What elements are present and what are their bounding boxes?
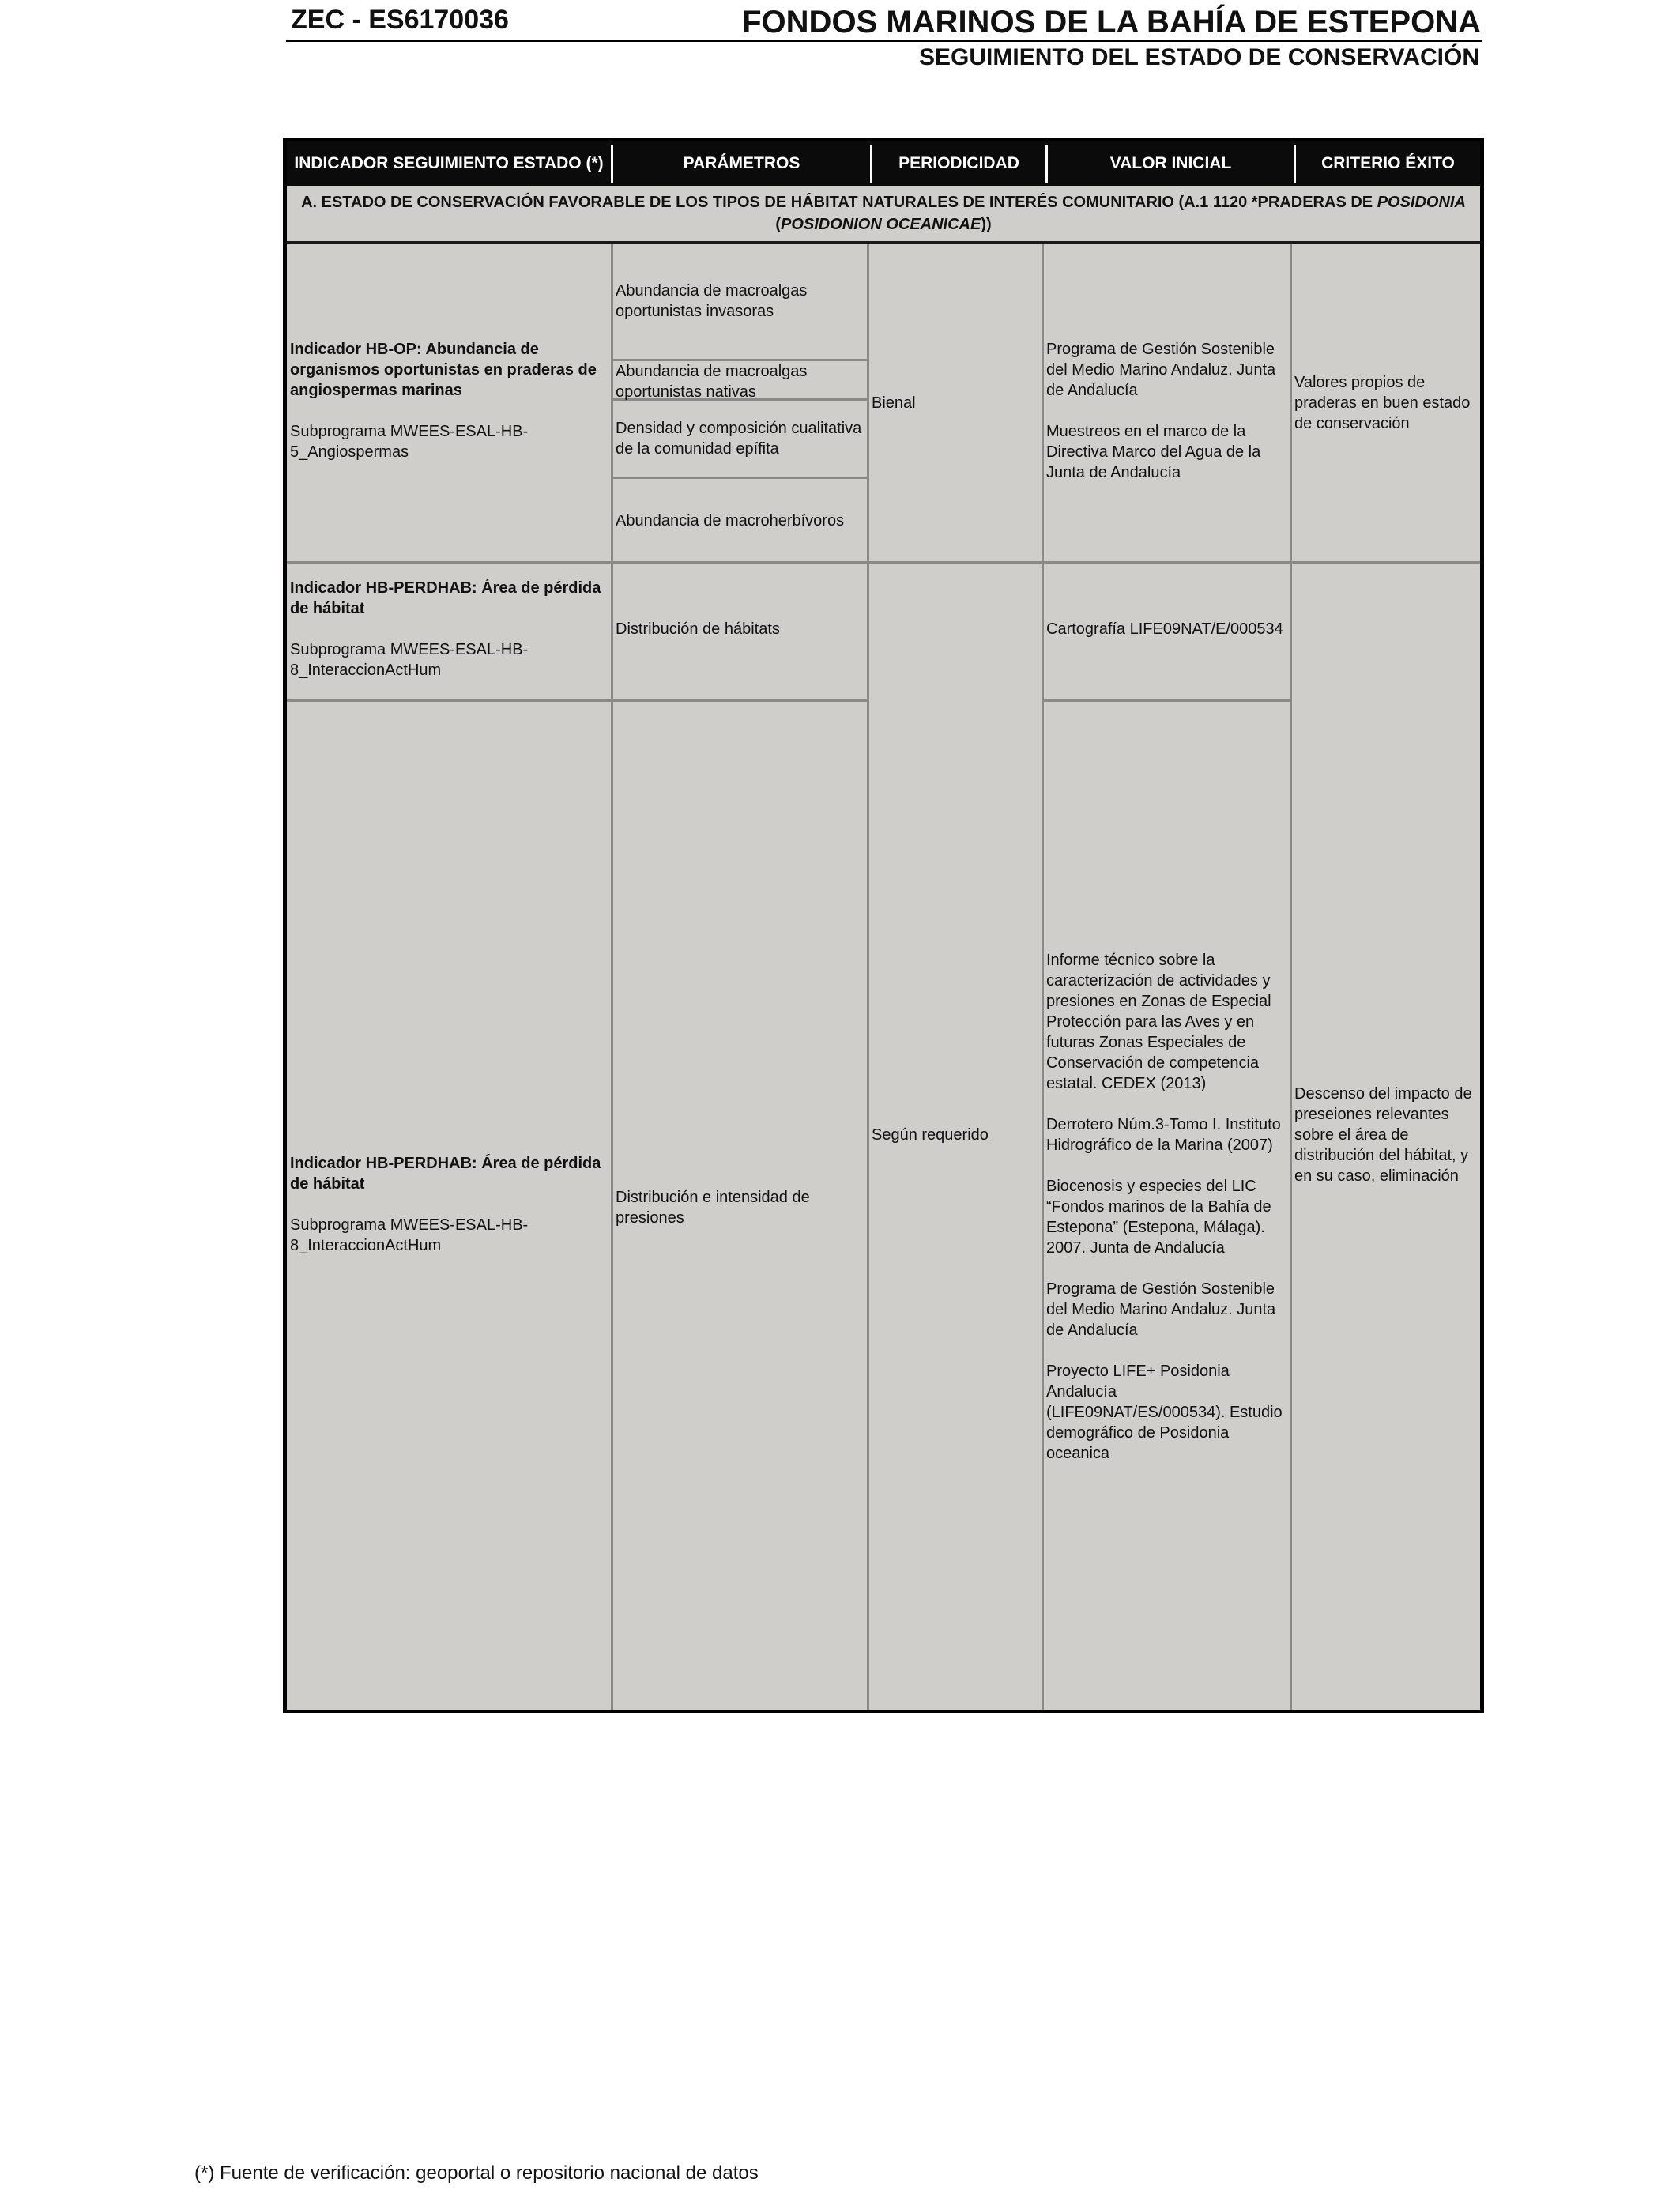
footnote: (*) Fuente de verificación: geoportal o repositorio nacional de datos — [194, 2162, 759, 2184]
column-header-success-criterion: CRITERIO ÉXITO — [1321, 154, 1455, 172]
row-divider — [1042, 699, 1291, 702]
section-text-b-open: ( — [775, 216, 781, 233]
parameter-item: Abundancia de macroalgas oportunistas invasoras — [616, 282, 808, 320]
section-text-a-italic: POSIDONIA — [1377, 194, 1466, 211]
parameter-item: Densidad y composición cualitativa de la comunidad epífita — [616, 420, 862, 458]
initial-value-item: Muestreos en el marco de la Directiva Marco del Agua de la Junta de Andalucía — [1046, 423, 1261, 481]
column-header-periodicity: PERIODICIDAD — [898, 154, 1019, 172]
column-divider — [1042, 244, 1044, 1713]
indicator-title: Indicador HB-PERDHAB: Área de pérdida de hábitat — [290, 1155, 601, 1193]
initial-value-item: Cartografía LIFE09NAT/E/000534 — [1046, 620, 1283, 638]
subprogram: Subprograma MWEES-ESAL-HB-8_InteraccionActHum — [290, 641, 529, 679]
initial-value — [1046, 950, 1283, 1464]
success-criterion: Valores propios de praderas en buen estado de conservación — [1294, 374, 1471, 432]
site-title: FONDOS MARINOS DE LA BAHÍA DE ESTEPONA — [742, 5, 1481, 40]
table-row-indicator — [290, 339, 606, 462]
initial-value-item: Programa de Gestión Sostenible del Medio Marino Andaluz. Junta de Andalucía — [1046, 341, 1276, 399]
initial-value — [1046, 339, 1283, 483]
zec-code: ZEC - ES6170036 — [291, 5, 509, 35]
success-criterion: Descenso del impacto de preseiones relevantes sobre el área de distribución del hábitat, y en su caso, eliminación — [1294, 1085, 1472, 1185]
parameter-divider — [612, 477, 868, 479]
column-divider — [611, 244, 613, 1713]
periodicity: Según requerido — [872, 1126, 989, 1144]
table-row-indicator — [290, 1153, 606, 1256]
initial-value-item: Biocenosis y especies del LIC “Fondos marinos de la Bahía de Estepona” (Estepona, Málaga). 2007. Junta de Andalucía — [1046, 1178, 1271, 1257]
column-header-indicator: INDICADOR SEGUIMIENTO ESTADO (*) — [294, 154, 604, 172]
parameter-item: Distribución de hábitats — [616, 620, 780, 638]
table-header-row — [287, 141, 1480, 186]
indicator-title: Indicador HB-OP: Abundancia de organismos oportunistas en praderas de angiospermas marinas — [290, 341, 597, 399]
periodicity: Bienal — [872, 394, 916, 412]
parameter-item: Distribución e intensidad de presiones — [616, 1189, 810, 1227]
parameter-item: Abundancia de macroherbívoros — [616, 512, 845, 530]
initial-value-item: Derrotero Núm.3-Tomo I. Instituto Hidrográfico de la Marina (2007) — [1046, 1116, 1281, 1154]
section-text-a: A. ESTADO DE CONSERVACIÓN FAVORABLE DE LOS TIPOS DE HÁBITAT NATURALES DE INTERÉS COMUNITARIO (A.1 1120 *PRADERAS DE — [301, 194, 1377, 211]
section-text-b-italic: POSIDONION OCEANICAE — [780, 216, 981, 233]
row-divider — [287, 699, 868, 702]
section-heading — [287, 186, 1480, 244]
subprogram: Subprograma MWEES-ESAL-HB-5_Angiospermas — [290, 423, 529, 461]
page-subtitle: SEGUIMIENTO DEL ESTADO DE CONSERVACIÓN — [919, 44, 1479, 70]
monitoring-table — [283, 138, 1484, 1713]
column-header-initial-value: VALOR INICIAL — [1109, 154, 1232, 172]
indicator-title: Indicador HB-PERDHAB: Área de pérdida de hábitat — [290, 579, 601, 617]
initial-value-item: Informe técnico sobre la caracterización de actividades y presiones en Zonas de Especial Protección para las Aves y en futuras Zonas Especiales de Conservación de competencia estatal. CEDEX (2013) — [1046, 952, 1271, 1092]
parameter-item: Abundancia de macroalgas oportunistas nativas — [616, 363, 808, 401]
subprogram: Subprograma MWEES-ESAL-HB-8_InteraccionActHum — [290, 1216, 529, 1254]
table-row-indicator — [290, 578, 606, 680]
column-divider — [867, 244, 869, 1713]
header-rule — [286, 40, 1482, 42]
column-header-parameters: PARÁMETROS — [683, 154, 800, 172]
section-text-b-close: )) — [981, 216, 992, 233]
column-divider — [1290, 244, 1292, 1713]
initial-value-item: Programa de Gestión Sostenible del Medio Marino Andaluz. Junta de Andalucía — [1046, 1280, 1276, 1339]
row-divider — [287, 561, 1480, 564]
initial-value-item: Proyecto LIFE+ Posidonia Andalucía (LIFE09NAT/ES/000534). Estudio demográfico de Posidonia oceanica — [1046, 1363, 1283, 1462]
